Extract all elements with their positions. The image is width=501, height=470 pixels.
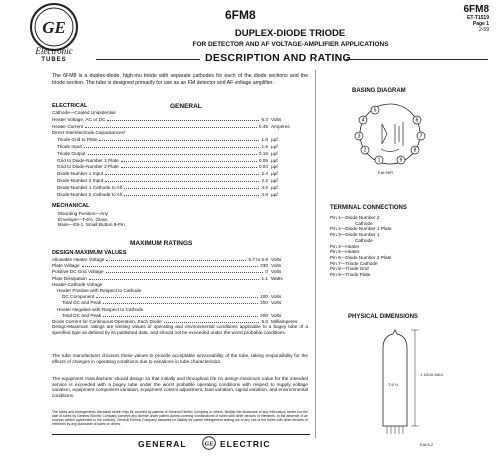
spec-unit: Volts [271, 263, 282, 269]
leader-dots [103, 313, 258, 317]
spec-label: Plate Dissipation [52, 275, 87, 281]
base-outline [357, 104, 420, 164]
spec-row [52, 275, 283, 282]
spec-label: Heater Positive with Respect to Cathode [57, 288, 142, 293]
leader-dots [121, 158, 257, 162]
spec-row [57, 150, 278, 157]
maximum-ratings-heading: MAXIMUM RATINGS [130, 240, 193, 247]
spec-row [57, 164, 278, 170]
spec-row [57, 144, 278, 150]
spec-label: Heater Voltage, AC or DC [52, 116, 106, 122]
leader-dots [107, 117, 259, 121]
footer-general: GENERAL [138, 439, 187, 449]
leader-dots [105, 178, 259, 182]
spec-row [57, 184, 278, 191]
spec-label: Diode-Number 1 Input [57, 171, 104, 177]
leader-dots [96, 294, 258, 298]
spec-unit: Volts [271, 312, 282, 318]
design-maximum-heading: DESIGN-MAXIMUM VALUES [52, 250, 127, 256]
diode-symbol [382, 124, 387, 144]
leader-dots [124, 192, 259, 196]
spec-label: Positive DC Grid Voltage [52, 269, 104, 275]
ge-monogram-icon [28, 2, 80, 52]
terminal-pin: Pin 9—Triode Plate [330, 272, 371, 278]
spec-value: 2.4 [261, 171, 268, 177]
terminal-pin: Pin 1—Diode Number 2 [330, 215, 380, 220]
mechanical-heading: MECHANICAL [52, 203, 90, 209]
spec-unit: μμf [271, 178, 278, 183]
spec-value: 1.1 [261, 275, 268, 281]
spec-label: Direct Interelectrode Capacitances* [52, 130, 126, 136]
spec-unit: μμf [271, 171, 278, 177]
spec-label: Heater-Cathode Voltage [52, 281, 103, 287]
terminal-pin-continued: Cathode [355, 237, 373, 243]
spec-label: Diode-Number 1 Cathode to All [57, 184, 122, 190]
spec-unit: Volts [271, 269, 282, 275]
spec-label: Triode Grid to Plate [57, 137, 98, 143]
footer-ge-icon [202, 436, 216, 450]
pin-group [355, 106, 425, 164]
spec-value: 6.3 [261, 116, 268, 122]
spec-unit: μμf [271, 164, 278, 170]
spec-unit: Volts [271, 257, 282, 262]
pin-number: 3 [357, 133, 361, 140]
spec-row [52, 110, 268, 116]
basing-caption: EIA 9KR [378, 170, 394, 175]
leader-dots [84, 144, 259, 148]
spec-label: Triode Output [57, 150, 86, 156]
basing-diagram [335, 98, 445, 168]
leader-dots [105, 171, 259, 175]
terminal-pin: Pin 5—Heater [330, 249, 360, 255]
terminal-connections-list [330, 215, 392, 278]
terminal-pin: Pin 4—Heater [330, 243, 360, 249]
electrical-heading: ELECTRICAL [52, 103, 88, 109]
leader-dots [82, 263, 258, 267]
spec-value: 4.6 [261, 184, 268, 190]
spec-label: Total DC and Peak [62, 312, 102, 318]
leader-dots [88, 151, 257, 155]
spec-value: 0 [265, 269, 268, 275]
spec-row [57, 171, 278, 177]
spec-unit: μμf [271, 137, 278, 143]
basing-diagram-title: BASING DIAGRAM [352, 88, 406, 94]
physical-caption: EIA 6-2 [420, 442, 434, 447]
spec-label: Cathode—Coated Unipotential [52, 110, 116, 115]
spec-value: 5.0 [261, 319, 268, 324]
leader-dots [164, 319, 259, 323]
mechanical-line: Mounting Position—Any [58, 211, 109, 216]
spec-value: 330 [260, 263, 268, 269]
mechanical-line: Envelope—T-6½, Glass [58, 216, 108, 222]
spec-label: Total DC and Peak [62, 300, 102, 306]
spec-value: 2.2 [261, 178, 268, 183]
spec-unit: μμf [271, 184, 278, 190]
logo-word: TUBES [41, 57, 67, 63]
intro-paragraph: The 6FM8 is a duplex-diode, high-mu triode with separate cathodes for each of the diode sections and the triode section. The tube is designed primarily for use as an FM detector and AF voltage amplifier. [52, 73, 308, 86]
leader-dots [121, 164, 257, 168]
equipment-paragraph: The equipment manufacturer should design so that initially and throughout life no design-maximum value for the intended service is exceeded with a bogey tube under the worst probable operating conditions with respect to supply voltage variation, equipment component variation, equipment control adjustment, load variation, signal variation, and environmental conditions. [52, 376, 308, 399]
page-subtitle: FOR DETECTOR AND AF VOLTAGE-AMPLIFIER APPLICATIONS [192, 41, 389, 48]
spec-row [52, 257, 282, 263]
spec-unit: μμf [271, 150, 278, 156]
spec-value: 0.45 [258, 123, 268, 129]
terminal-pin: Pin 2—Diode Number 1 Plate [330, 226, 392, 232]
spec-value: 1.5 [261, 144, 268, 149]
envelope-label: T-6 ½ [388, 382, 399, 387]
terminal-pin: Pin 6—Diode Number 2 Plate [330, 254, 392, 260]
pin-number: 2 [363, 147, 367, 154]
spec-value: 0.05 [258, 157, 268, 163]
spec-row [62, 300, 282, 306]
pin-number: 7 [419, 133, 423, 140]
pin-number: 1 [377, 157, 381, 164]
footer-rule [52, 434, 310, 435]
tube-code: 6FM8 [225, 8, 256, 22]
spec-row [52, 282, 268, 288]
triode-symbol [395, 122, 403, 146]
leader-dots [106, 269, 263, 273]
spec-label: Diode-Number 2 Cathode to All [57, 191, 122, 197]
spec-label: Diode-Number 2 Input [57, 178, 104, 183]
spec-label: Heater Negative with Respect to Cathode [57, 306, 144, 312]
spec-row [62, 312, 282, 319]
spec-row [52, 116, 282, 123]
terminal-pin: Pin 7—Triode Cathode [330, 260, 378, 266]
spec-value: 200 [260, 300, 268, 306]
spec-label: Grid to Diode-Number 2 Plate [57, 164, 119, 170]
spec-row [62, 294, 282, 300]
manufacturer-paragraph: The tube manufacturer chooses these values to provide acceptable serviceability of the tube, taking responsibility for the effects of changes in operating conditions due to variations in tube characteristics. [52, 353, 308, 364]
physical-dimensions-title: PHYSICAL DIMENSIONS [348, 314, 418, 320]
terminal-pin: Pin 3—Diode Number 1 [330, 232, 380, 238]
mechanical-spec-list [58, 211, 125, 228]
design-maximum-paragraph: Design-Maximum ratings are limiting values of operating and environmental conditions applicable to a bogey tube of a specified type as defined by its published data, and should not be exceeded under the worst probable conditions. [52, 324, 308, 335]
spec-value: 5.7 to 6.9 [248, 257, 268, 262]
spec-unit: Volts [271, 116, 282, 122]
column-divider [315, 70, 316, 438]
logo-script: Electronic [35, 46, 73, 56]
footer-logo-mark: GE [204, 440, 214, 448]
terminal-pin-continued: Cathode [355, 220, 373, 226]
mechanical-line: Base—E9-1, Small Button 9-Pin [58, 222, 125, 227]
sheet-date: 2-59 [478, 27, 489, 33]
spec-unit: μμf [271, 157, 278, 163]
spec-row [52, 263, 282, 269]
sheet-page: Page 1 [472, 21, 489, 27]
pin-number: 5 [373, 107, 377, 114]
spec-unit: Watts [271, 275, 283, 281]
footer-electric: ELECTRIC [220, 439, 271, 449]
height-dimension-label: 1 15/16 MAX [420, 372, 444, 377]
spec-label: Diode Current for Continuous Operation, Each Diode [52, 319, 162, 324]
spec-label: Allowable Heater Voltage [52, 257, 105, 262]
spec-row [57, 157, 278, 164]
sheet-id-block [463, 4, 489, 33]
spec-value: 200 [260, 312, 268, 318]
spec-value: 0.04 [258, 164, 268, 170]
spec-label: Heater Current [52, 123, 84, 129]
spec-value: 0.16 [258, 150, 268, 156]
page-title: DUPLEX-DIODE TRIODE [234, 28, 346, 39]
pin-number: 6 [415, 117, 419, 124]
leader-dots [89, 276, 259, 280]
terminal-connections-title: TERMINAL CONNECTIONS [330, 205, 407, 211]
spec-label: DC Component [62, 294, 95, 300]
spec-unit: Volts [271, 294, 282, 300]
sheet-tube-code: 6FM8 [463, 4, 489, 15]
pin-number: 9 [399, 157, 403, 164]
spec-label: Grid to Diode-Number 1 Plate [57, 157, 119, 163]
leader-dots [106, 257, 246, 261]
spec-label: Plate Voltage [52, 263, 80, 269]
spec-value: 100 [260, 294, 268, 300]
spec-row [57, 288, 268, 294]
spec-unit: Volts [271, 300, 282, 306]
leader-dots [99, 137, 259, 141]
spec-unit: μμf [271, 191, 278, 197]
leader-dots [124, 185, 259, 189]
spec-row [52, 123, 290, 130]
sheet-number: ET-T1519 [467, 15, 489, 21]
section-title: DESCRIPTION AND RATING [205, 52, 352, 64]
pin-number: 4 [361, 117, 365, 124]
spec-unit: Amperes [271, 123, 290, 129]
pin-number: 8 [413, 147, 417, 154]
spec-row [52, 269, 282, 275]
physical-dimensions-drawing [345, 326, 445, 436]
spec-row [57, 191, 278, 198]
logo-mark: GE [42, 18, 66, 37]
spec-row [52, 130, 268, 136]
heater-symbol [381, 149, 399, 152]
general-heading: GENERAL [170, 103, 202, 110]
spec-value: 1.8 [261, 137, 268, 143]
terminal-pin: Pin 8—Triode Grid [330, 266, 369, 272]
spec-row [57, 137, 278, 143]
spec-row [57, 178, 278, 184]
leader-dots [85, 124, 257, 128]
tube-envelope-outline [383, 330, 407, 426]
spec-label: Triode Input [57, 144, 82, 149]
spec-unit: μμf [271, 144, 278, 149]
spec-row [57, 307, 268, 313]
spec-value: 4.8 [261, 191, 268, 197]
patent-disclaimer: The tubes and arrangements disclosed herein may be covered by patents of General Electric Company or others. Neither the disclosure of any information herein nor the sale of tubes by General Electric Company conveys any license under patent claims covering combinations of tubes with other devices or elements. In the absence of an express written agreement to the contrary, General Electric Company assumes no liability for patent infringement arising out of any use of the tubes with other devices or elements by any purchaser of tubes or others. [52, 410, 308, 427]
spec-unit: Milliamperes [271, 319, 298, 324]
leader-dots [103, 300, 258, 304]
